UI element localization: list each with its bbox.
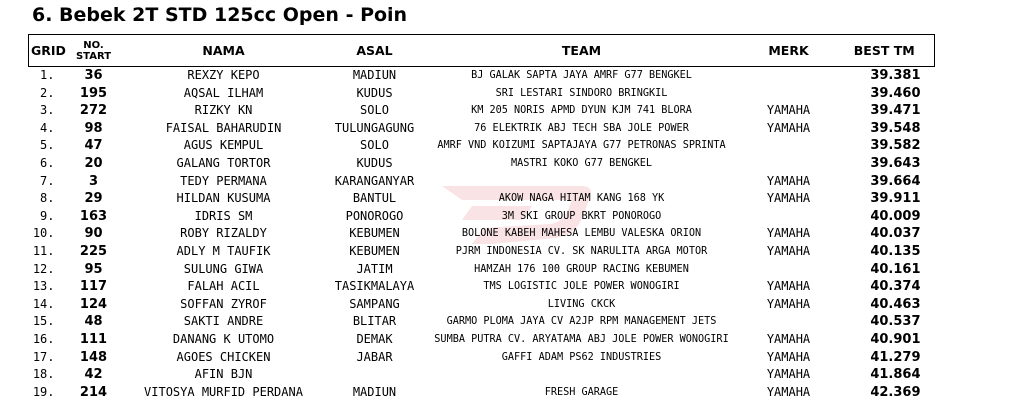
cell-nama: IDRIS SM <box>194 208 253 223</box>
cell-best-tm: 39.548 <box>870 120 921 136</box>
cell-start: 48 <box>84 314 103 330</box>
cell-best-tm: 39.460 <box>870 85 921 101</box>
cell-nama: REXZY KEPO <box>187 68 260 82</box>
cell-best-tm: 40.037 <box>870 226 921 242</box>
cell-best-tm: 39.582 <box>870 138 921 154</box>
cell-start: 98 <box>84 120 103 136</box>
cell-merk: YAMAHA <box>766 191 811 206</box>
table-row <box>29 155 935 173</box>
cell-asal: BLITAR <box>352 314 397 329</box>
cell-nama: SAKTI ANDRE <box>183 314 264 329</box>
cell-team: 76 ELEKTRIK ABJ TECH SBA JOLE POWER <box>474 122 689 134</box>
cell-grid: 18. <box>32 367 55 382</box>
cell-asal: SAMPANG <box>349 296 400 311</box>
cell-nama: SOFFAN ZYROF <box>180 296 267 311</box>
table-row <box>29 366 935 384</box>
cell-nama: ADLY M TAUFIK <box>176 243 271 258</box>
cell-start: 20 <box>84 155 103 171</box>
cell-asal: KEBUMEN <box>349 243 400 258</box>
cell-best-tm: 40.161 <box>870 261 921 277</box>
cell-merk <box>743 155 835 173</box>
cell-best-tm: 40.135 <box>870 243 921 259</box>
cell-grid: 6. <box>40 155 55 170</box>
cell-nama: RIZKY KN <box>194 103 253 118</box>
cell-grid: 14. <box>32 296 55 311</box>
cell-nama: AFIN BJN <box>194 367 253 382</box>
cell-start: 36 <box>84 68 103 83</box>
cell-merk: YAMAHA <box>766 103 811 118</box>
table-header-row <box>29 35 935 67</box>
cell-best-tm: 39.664 <box>870 173 921 189</box>
cell-asal: KEBUMEN <box>349 226 400 241</box>
cell-grid: 12. <box>32 261 55 276</box>
page-title: 6. Bebek 2T STD 125cc Open - Poin <box>32 4 408 26</box>
cell-merk: YAMAHA <box>766 173 811 188</box>
cell-nama: VITOSYA MURFID PERDANA <box>144 384 303 399</box>
cell-asal: SOLO <box>360 103 389 118</box>
cell-merk: YAMAHA <box>766 331 811 346</box>
cell-grid: 15. <box>32 314 55 329</box>
cell-nama: GALANG TORTOR <box>176 155 271 170</box>
cell-nama: ROBY RIZALDY <box>180 226 267 241</box>
cell-grid: 2. <box>40 85 55 100</box>
cell-nama: FALAH ACIL <box>187 279 260 294</box>
cell-best-tm: 41.279 <box>870 349 921 365</box>
cell-team: BJ GALAK SAPTA JAYA AMRF G77 BENGKEL <box>471 70 692 81</box>
cell-best-tm: 40.901 <box>870 331 921 347</box>
cell-start: 29 <box>84 191 103 207</box>
cell-best-tm: 40.009 <box>870 208 921 224</box>
cell-grid: 7. <box>40 173 55 188</box>
cell-grid: 19. <box>32 384 55 399</box>
cell-nama: AGOES CHICKEN <box>176 349 271 364</box>
table-row <box>29 173 935 191</box>
cell-team: PJRM INDONESIA CV. SK NARULITA ARGA MOTOR <box>455 245 708 257</box>
cell-merk: YAMAHA <box>766 367 811 382</box>
cell-start: 95 <box>84 261 103 277</box>
table-row <box>29 225 935 243</box>
table-row <box>29 278 935 296</box>
cell-asal: JABAR <box>356 349 393 364</box>
cell-merk <box>743 208 835 226</box>
table-row <box>29 102 935 120</box>
header-merk: MERK <box>743 35 835 67</box>
cell-grid: 16. <box>32 331 55 346</box>
results-body <box>29 67 935 402</box>
cell-team: 3M SKI GROUP BKRT PONOROGO <box>501 210 662 222</box>
header-grid: GRID <box>29 35 69 67</box>
cell-asal: KUDUS <box>356 85 393 100</box>
cell-team: AMRF VND KOIZUMI SAPTAJAYA G77 PETRONAS SPRINTA <box>437 140 726 152</box>
cell-best-tm: 39.471 <box>870 103 921 119</box>
header-team: TEAM <box>421 35 743 67</box>
cell-team: BOLONE KABEH MAHESA LEMBU VALESKA ORION <box>461 228 702 240</box>
cell-merk <box>743 85 835 103</box>
cell-merk <box>743 313 835 331</box>
cell-merk: YAMAHA <box>766 243 811 258</box>
cell-nama: DANANG K UTOMO <box>172 331 275 346</box>
cell-grid: 1. <box>40 68 55 82</box>
cell-best-tm: 42.369 <box>870 384 921 400</box>
cell-asal: KUDUS <box>356 155 393 170</box>
cell-team: TMS LOGISTIC JOLE POWER WONOGIRI <box>483 281 680 293</box>
cell-asal: SOLO <box>360 138 389 153</box>
table-row <box>29 243 935 261</box>
cell-start: 111 <box>79 331 108 347</box>
cell-start: 163 <box>79 208 108 224</box>
cell-start: 225 <box>79 243 108 259</box>
cell-team: GAFFI ADAM PS62 INDUSTRIES <box>501 351 662 363</box>
cell-nama: SULUNG GIWA <box>183 261 264 276</box>
table-row <box>29 208 935 226</box>
cell-start: 47 <box>84 138 103 154</box>
cell-asal: DEMAK <box>356 331 393 346</box>
cell-merk <box>743 67 835 85</box>
cell-merk: YAMAHA <box>766 279 811 294</box>
cell-merk: YAMAHA <box>766 384 811 399</box>
cell-team <box>421 366 743 384</box>
cell-asal: MADIUN <box>352 68 397 82</box>
cell-team: HAMZAH 176 100 GROUP RACING KEBUMEN <box>474 263 689 275</box>
cell-start: 272 <box>79 103 108 119</box>
table-row <box>29 261 935 279</box>
cell-merk: YAMAHA <box>766 226 811 241</box>
cell-team: GARMO PLOMA JAYA CV A2JP RPM MANAGEMENT JETS <box>446 316 717 328</box>
cell-asal: TASIKMALAYA <box>334 279 415 294</box>
cell-team: MASTRI KOKO G77 BENGKEL <box>510 157 653 169</box>
cell-grid: 9. <box>40 208 55 223</box>
cell-team <box>421 173 743 191</box>
table-row <box>29 349 935 367</box>
cell-start: 117 <box>79 279 108 295</box>
cell-asal: KARANGANYAR <box>334 173 415 188</box>
cell-grid: 5. <box>40 138 55 153</box>
cell-start: 148 <box>79 349 108 365</box>
cell-nama: AGUS KEMPUL <box>183 138 264 153</box>
cell-best-tm: 40.537 <box>870 314 921 330</box>
cell-start: 90 <box>84 226 103 242</box>
cell-team: AKOW NAGA HITAM KANG 168 YK <box>498 193 665 205</box>
cell-best-tm: 40.374 <box>870 279 921 295</box>
cell-start: 3 <box>88 173 99 189</box>
header-no-start-line1: NO. <box>83 39 104 51</box>
table-row <box>29 296 935 314</box>
cell-asal: JATIM <box>356 261 393 276</box>
cell-nama: TEDY PERMANA <box>180 173 267 188</box>
table-row <box>29 190 935 208</box>
table-row <box>29 313 935 331</box>
cell-team: SRI LESTARI SINDORO BRINGKIL <box>495 87 668 99</box>
cell-merk: YAMAHA <box>766 349 811 364</box>
table-row <box>29 120 935 138</box>
cell-nama: FAISAL BAHARUDIN <box>165 120 282 135</box>
cell-start: 42 <box>84 367 103 383</box>
cell-team: FRESH GARAGE <box>544 386 619 398</box>
cell-merk <box>743 137 835 155</box>
cell-best-tm: 39.911 <box>870 191 921 207</box>
cell-nama: AQSAL ILHAM <box>183 85 264 100</box>
cell-team: LIVING CKCK <box>547 298 616 310</box>
header-no-start-line2: START <box>75 50 112 62</box>
cell-asal: PONOROGO <box>345 208 404 223</box>
header-asal: ASAL <box>329 35 421 67</box>
cell-start: 195 <box>79 85 108 101</box>
cell-best-tm: 41.864 <box>870 367 921 383</box>
cell-grid: 3. <box>40 103 55 118</box>
cell-grid: 13. <box>32 279 55 294</box>
table-row <box>29 85 935 103</box>
cell-nama: HILDAN KUSUMA <box>176 191 271 206</box>
table-row <box>29 137 935 155</box>
cell-grid: 11. <box>32 243 55 258</box>
cell-grid: 8. <box>40 191 55 206</box>
cell-asal <box>329 366 421 384</box>
cell-best-tm: 39.381 <box>870 68 921 83</box>
header-no-start <box>69 35 119 67</box>
cell-asal: TULUNGAGUNG <box>334 120 415 135</box>
cell-merk: YAMAHA <box>766 296 811 311</box>
cell-best-tm: 40.463 <box>870 296 921 312</box>
table-row <box>29 67 935 85</box>
cell-best-tm: 39.643 <box>870 155 921 171</box>
cell-merk <box>743 261 835 279</box>
header-best-tm: BEST TM <box>835 35 935 67</box>
cell-team: SUMBA PUTRA CV. ARYATAMA ABJ JOLE POWER WONOGIRI <box>434 333 729 345</box>
cell-grid: 10. <box>32 226 55 241</box>
table-row <box>29 384 935 402</box>
cell-team: KM 205 NORIS APMD DYUN KJM 741 BLORA <box>471 105 692 117</box>
cell-asal: BANTUL <box>352 191 397 206</box>
cell-grid: 4. <box>40 120 55 135</box>
cell-merk: YAMAHA <box>766 120 811 135</box>
header-nama: NAMA <box>119 35 329 67</box>
cell-grid: 17. <box>32 349 55 364</box>
cell-start: 214 <box>79 384 108 400</box>
table-row <box>29 331 935 349</box>
results-table <box>28 34 935 401</box>
cell-start: 124 <box>79 296 108 312</box>
cell-asal: MADIUN <box>352 384 397 399</box>
